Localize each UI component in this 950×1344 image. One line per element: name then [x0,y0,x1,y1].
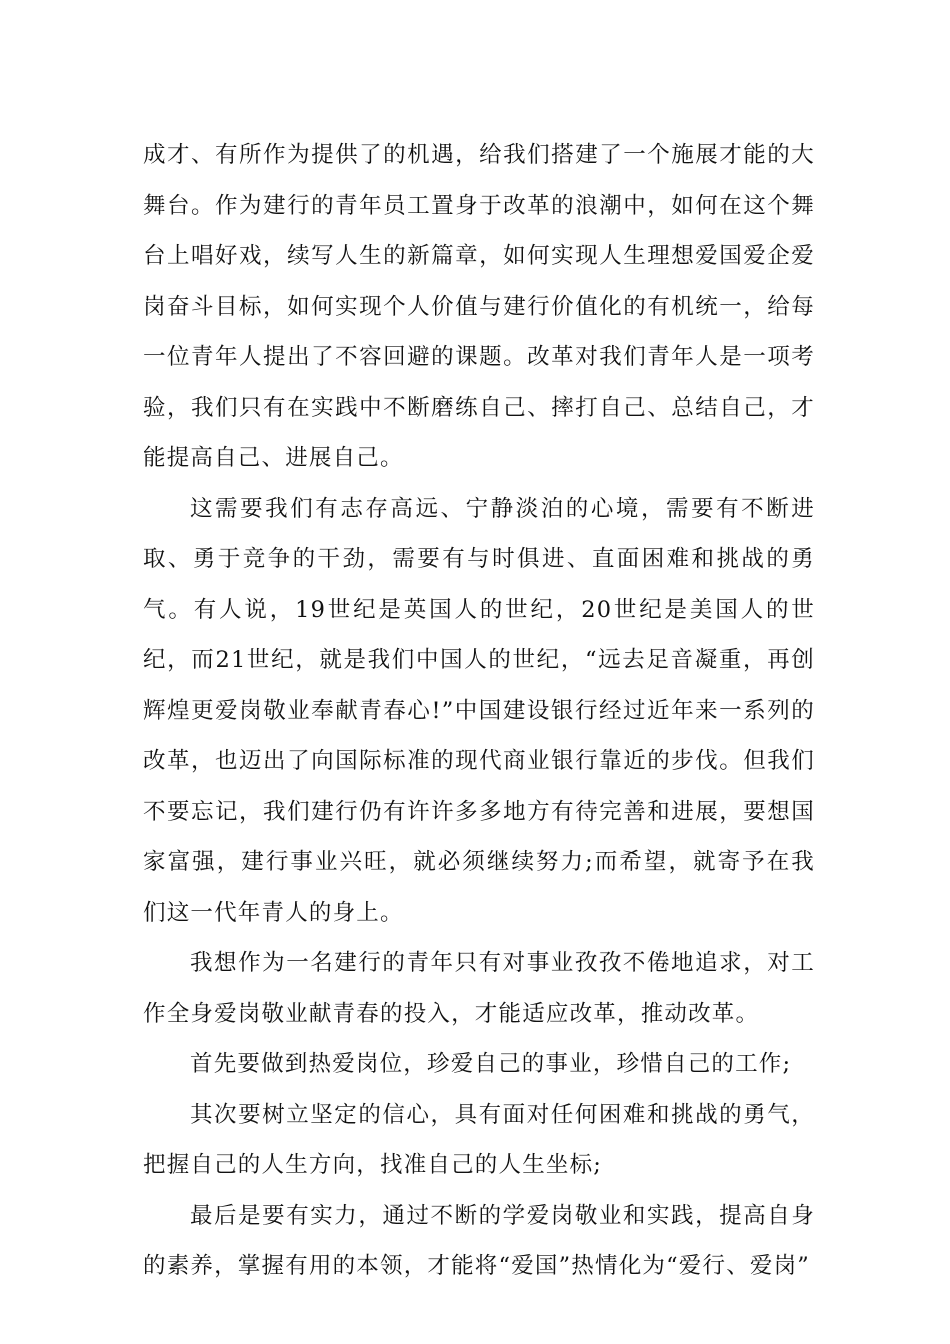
body-text [143,130,815,1292]
paragraph-5: 其次要树立坚定的信心，具有面对任何困难和挑战的勇气，把握自己的人生方向，找准自己的人生坐标; [143,1101,815,1178]
paragraph-3: 我想作为一名建行的青年只有对事业孜孜不倦地追求，对工作全身爱岗敬业献青春的投入，才能适应改革，推动改革。 [143,950,815,1027]
paragraph-6: 最后是要有实力，通过不断的学爱岗敬业和实践，提高自身的素养，掌握有用的本领，才能将“爱国”热情化为“爱行、爱岗” [143,1202,815,1279]
paragraph-4: 首先要做到热爱岗位，珍爱自己的事业，珍惜自己的工作; [190,1051,792,1077]
paragraph-1: 成才、有所作为提供了的机遇，给我们搭建了一个施展才能的大舞台。作为建行的青年员工置身于改革的浪潮中，如何在这个舞台上唱好戏，续写人生的新篇章，如何实现人生理想爱国爱企爱岗奋斗目标，如何实现个人价值与建行价值化的有机统一，给每一位青年人提出了不容回避的课题。改革对我们青年人是一项考验，我们只有在实践中不断磨练自己、摔打自己、总结自己，才能提高自己、进展自己。 [143,142,815,471]
paragraph-2: 这需要我们有志存高远、宁静淡泊的心境，需要有不断进取、勇于竞争的干劲，需要有与时俱进、直面困难和挑战的勇气。有人说，19世纪是英国人的世纪，20世纪是美国人的世纪，而21世纪，就是我们中国人的世纪，“远去足音凝重，再创辉煌更爱岗敬业奉献青春心!”中国建设银行经过近年来一系列的改革，也迈出了向国际标准的现代商业银行靠近的步伐。但我们不要忘记，我们建行仍有许许多多地方有待完善和进展，要想国家富强，建行事业兴旺，就必须继续努力;而希望，就寄予在我们这一代年青人的身上。 [143,495,815,926]
